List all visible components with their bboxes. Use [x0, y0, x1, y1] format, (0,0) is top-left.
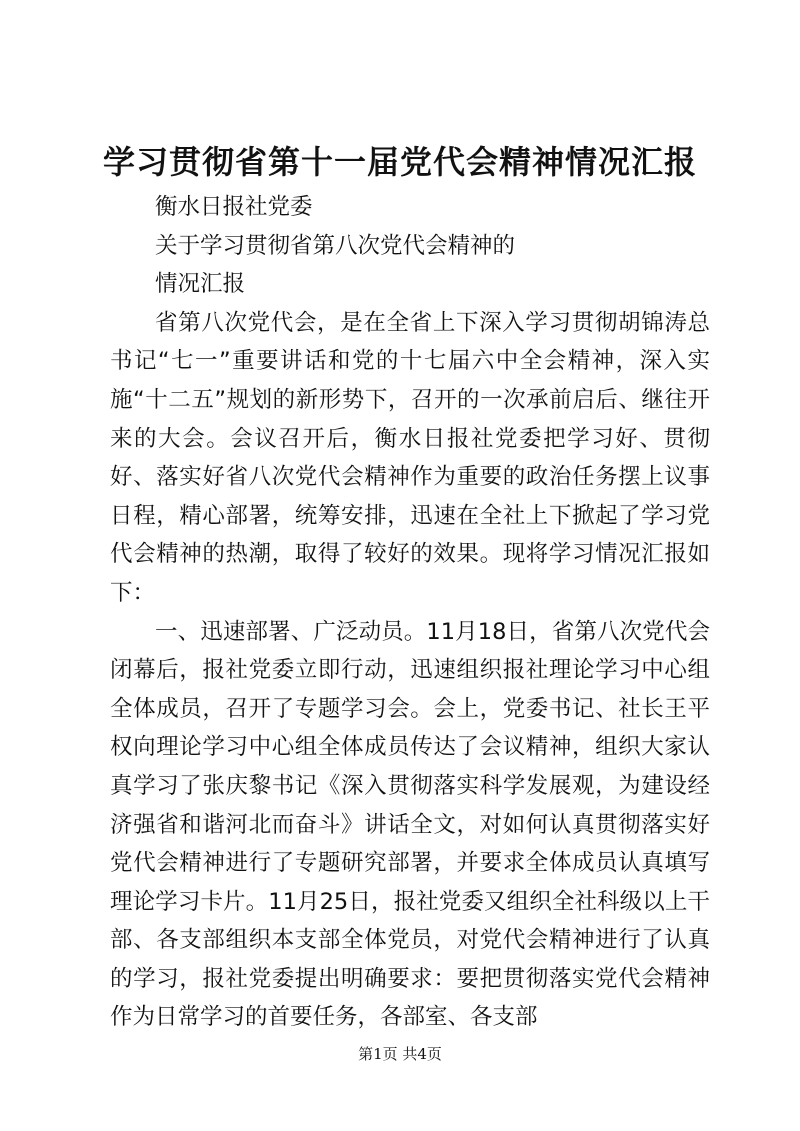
org-name-line: 衡水日报社党委	[155, 194, 313, 220]
intro-paragraph: 省第八次党代会，是在全省上下深入学习贯彻胡锦涛总书记“七一”重要讲话和党的十七届六中全会精神，深入实施“十二五”规划的新形势下，召开的一次承前启后、继往开来的大会。会议召开后，衡水日报社党委把学习好、贯彻好、落实好省八次党代会精神作为重要的政治任务摆上议事日程，精心部署，统筹安排，迅速在全社上下掀起了学习党代会精神的热潮，取得了较好的效果。现将学习情况汇报如下：	[110, 309, 710, 606]
page-footer	[0, 1044, 800, 1064]
page-total: 共4页	[402, 1045, 442, 1063]
section-one-paragraph: 一、迅速部署、广泛动员。11月18日，省第八次党代会闭幕后，报社党委立即行动，迅速组织报社理论学习中心组全体成员，召开了专题学习会。会上，党委书记、社长王平权向理论学习中心组全体成员传达了会议精神，组织大家认真学习了张庆黎书记《深入贯彻落实科学发展观，为建设经济强省和谐河北而奋斗》讲话全文，对如何认真贯彻落实好党代会精神进行了专题研究部署，并要求全体成员认真填写理论学习卡片。11月25日，报社党委又组织全社科级以上干部、各支部组织本支部全体党员，对党代会精神进行了认真的学习，报社党委提出明确要求：要把贯彻落实党代会精神作为日常学习的首要任务，各部室、各支部	[110, 618, 710, 1031]
report-heading-line-2: 情况汇报	[155, 271, 246, 298]
document-title: 学习贯彻省第十一届党代会精神情况汇报	[102, 143, 697, 181]
report-heading-line-1: 关于学习贯彻省第八次党代会精神的	[155, 232, 516, 259]
page-number: 第1页	[358, 1045, 398, 1063]
document-body	[110, 188, 710, 1037]
